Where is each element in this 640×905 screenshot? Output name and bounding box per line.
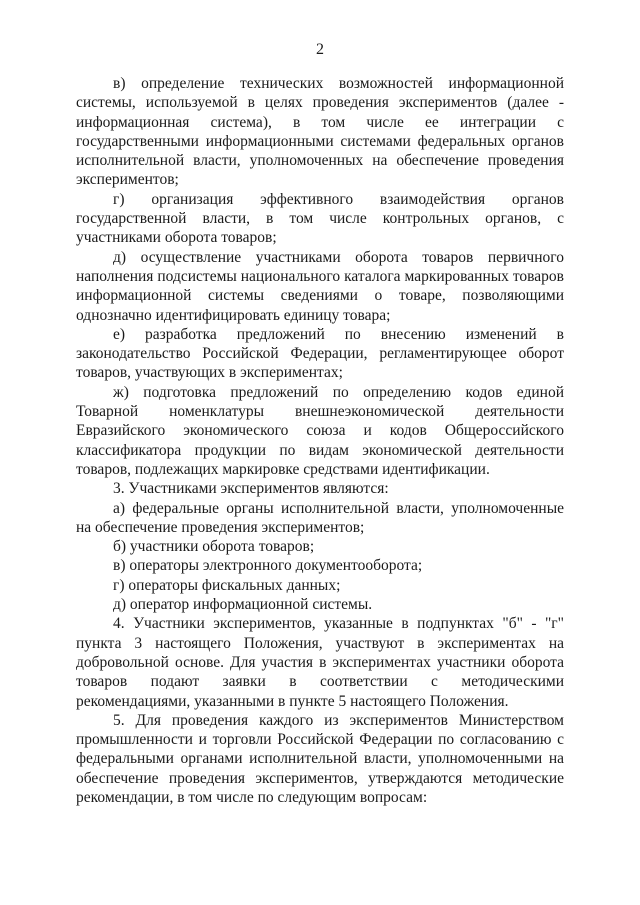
paragraph-item-v-system-capabilities: в) определение технических возможностей информационной системы, используемой в целях проведения экспериментов (далее - информационная система), в том числе ее интеграции с государственными информационными системами федеральных органов исполнительной власти, уполномоченных на обеспечение проведения экспериментов; [76,75,564,189]
paragraph-item-g-interaction: г) организация эффективного взаимодействия органов государственной власти, в том числе контрольных органов, с участниками оборота товаров; [76,190,564,247]
paragraph-item-e-legislation-proposals: е) разработка предложений по внесению изменений в законодательство Российской Федерации, регламентирующее оборот товаров, участвующих в экспериментах; [76,325,564,382]
paragraph-participant-b: б) участники оборота товаров; [113,538,315,556]
paragraph-section-5: 5. Для проведения каждого из экспериментов Министерством промышленности и торговли Российской Федерации по согласованию с федеральными органами исполнительной власти, уполномоченными на обеспечение проведения экспериментов, утверждаются методические рекомендации, в том числе по следующим вопросам: [76,711,564,806]
paragraph-section-4: 4. Участники экспериментов, указанные в подпунктах "б" - "г" пункта 3 настоящего Положения, участвуют в экспериментах на добровольной основе. Для участия в экспериментах участники оборота товаров подают заявки в соответствии с методическими рекомендациями, указанными в пункте 5 настоящего Положения. [76,615,564,710]
paragraph-participant-g: г) операторы фискальных данных; [113,576,341,594]
page-number: 2 [316,41,324,58]
paragraph-participant-a: а) федеральные органы исполнительной власти, уполномоченные на обеспечение проведения экспериментов; [76,499,564,536]
paragraph-section-3-participants: 3. Участниками экспериментов являются: [113,480,389,498]
paragraph-item-zh-code-proposals: ж) подготовка предложений по определению кодов единой Товарной номенклатуры внешнеэкономической деятельности Евразийского экономического союза и кодов Общероссийского классификатора продукции по видам экономической деятельности товаров, подлежащих маркировке средствами идентификации. [76,383,564,478]
document-body [76,74,564,807]
paragraph-item-d-catalog-filling: д) осуществление участниками оборота товаров первичного наполнения подсистемы национального каталога маркированных товаров информационной системы сведениями о товаре, позволяющими однозначно идентифицировать единицу товара; [76,248,564,324]
paragraph-participant-v: в) операторы электронного документооборота; [113,557,423,575]
paragraph-participant-d: д) оператор информационной системы. [113,596,373,614]
